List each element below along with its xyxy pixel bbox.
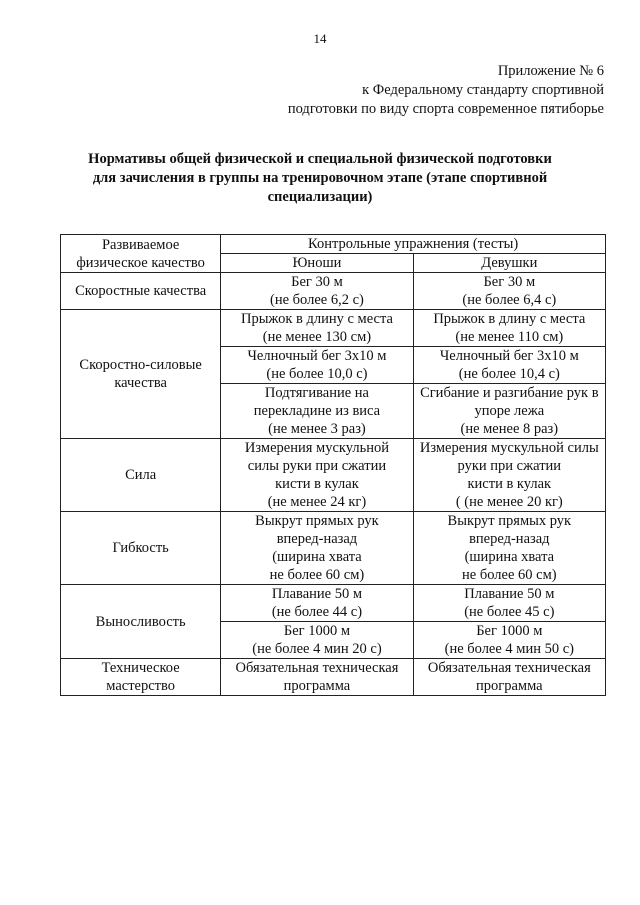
- girls-norm-line: ( (не менее 20 кг): [455, 494, 563, 510]
- boys-norm-line: Бег 30 м: [291, 274, 343, 290]
- quality-cell: [61, 659, 221, 696]
- girls-norm-cell: [413, 659, 605, 696]
- quality-line: мастерство: [106, 678, 176, 694]
- quality-line: Техническое: [101, 660, 180, 676]
- girls-norm-line: вперед-назад: [469, 531, 550, 547]
- boys-norm-line: Обязательная техническая: [235, 660, 399, 676]
- standards-table-body: [61, 235, 606, 696]
- title-line: для зачисления в группы на тренировочном этапе (этапе спортивной: [92, 170, 548, 186]
- boys-norm-cell: [221, 622, 413, 659]
- girls-norm-cell: [413, 384, 605, 439]
- table-row: [61, 273, 606, 310]
- quality-line: Скоростные качества: [75, 283, 207, 299]
- girls-norm-line: не более 60 см): [462, 567, 557, 583]
- boys-norm-cell: [221, 273, 413, 310]
- quality-cell: [61, 512, 221, 585]
- girls-norm-line: кисти в кулак: [467, 476, 552, 492]
- girls-norm-line: (не менее 8 раз): [460, 421, 559, 437]
- boys-norm-line: Плавание 50 м: [271, 586, 363, 602]
- girls-norm-line: (не более 10,4 с): [458, 366, 560, 382]
- quality-cell: [61, 310, 221, 439]
- boys-norm-line: Бег 1000 м: [283, 623, 351, 639]
- document-title: [40, 150, 600, 207]
- appendix-line: к Федеральному стандарту спортивной: [362, 82, 604, 98]
- boys-norm-line: (ширина хвата: [272, 549, 362, 565]
- boys-norm-line: вперед-назад: [276, 531, 358, 547]
- boys-norm-line: перекладине из виса: [253, 403, 381, 419]
- header-boys-cell: Юноши: [221, 254, 413, 273]
- page-number: 14: [313, 31, 327, 46]
- boys-norm-line: (не менее 130 см): [262, 329, 372, 345]
- girls-norm-line: Бег 1000 м: [476, 623, 543, 639]
- quality-line: Сила: [125, 467, 157, 483]
- quality-line: качества: [114, 375, 167, 391]
- girls-norm-line: (ширина хвата: [464, 549, 555, 565]
- girls-norm-cell: [413, 439, 605, 512]
- girls-norm-cell: [413, 310, 605, 347]
- table-row: [61, 310, 606, 347]
- table-row: [61, 512, 606, 585]
- boys-norm-line: (не менее 3 раз): [268, 421, 366, 437]
- quality-cell: [61, 439, 221, 512]
- girls-norm-cell: [413, 512, 605, 585]
- girls-norm-line: Обязательная техническая: [427, 660, 591, 676]
- boys-norm-cell: [221, 585, 413, 622]
- boys-norm-line: (не более 10,0 с): [266, 366, 368, 382]
- boys-norm-line: программа: [283, 678, 351, 694]
- girls-norm-line: руки при сжатии: [457, 458, 562, 474]
- boys-norm-line: Измерения мускульной: [244, 440, 389, 456]
- boys-norm-line: Подтягивание на: [264, 385, 369, 401]
- girls-norm-line: Измерения мускульной силы: [419, 440, 599, 456]
- boys-norm-line: силы руки при сжатии: [247, 458, 387, 474]
- table-header-row: [61, 235, 606, 254]
- girls-norm-line: (не более 4 мин 50 с): [444, 641, 575, 657]
- girls-norm-line: Бег 30 м: [483, 274, 536, 290]
- header-quality-cell: [61, 235, 221, 273]
- girls-norm-line: Плавание 50 м: [464, 586, 555, 602]
- boys-norm-cell: [221, 347, 413, 384]
- girls-norm-line: (не более 45 с): [464, 604, 555, 620]
- boys-norm-line: Прыжок в длину с места: [240, 311, 393, 327]
- header-quality-line: физическое качество: [76, 254, 205, 271]
- girls-norm-line: (не более 6,4 с): [462, 292, 557, 308]
- appendix-line: Приложение № 6: [497, 63, 604, 79]
- boys-norm-cell: [221, 439, 413, 512]
- girls-norm-cell: [413, 585, 605, 622]
- boys-norm-line: Выкрут прямых рук: [255, 513, 379, 529]
- quality-line: Гибкость: [112, 540, 169, 556]
- table-row: [61, 659, 606, 696]
- boys-norm-cell: [221, 512, 413, 585]
- boys-norm-line: не более 60 см): [269, 567, 365, 583]
- table-row: [61, 585, 606, 622]
- quality-cell: [61, 585, 221, 659]
- girls-norm-line: Прыжок в длину с места: [433, 311, 586, 327]
- header-tests-cell: Контрольные упражнения (тесты): [221, 235, 606, 254]
- appendix-line: подготовки по виду спорта современное пятиборье: [287, 101, 604, 117]
- boys-norm-line: кисти в кулак: [275, 476, 359, 492]
- boys-norm-cell: [221, 659, 413, 696]
- boys-norm-cell: [221, 384, 413, 439]
- boys-norm-line: (не более 6,2 с): [270, 292, 364, 308]
- girls-norm-line: (не менее 110 см): [455, 329, 564, 345]
- boys-norm-line: (не более 44 с): [271, 604, 363, 620]
- header-girls-cell: Девушки: [413, 254, 605, 273]
- girls-norm-line: Сгибание и разгибание рук в: [420, 385, 599, 401]
- girls-norm-cell: [413, 273, 605, 310]
- girls-norm-cell: [413, 347, 605, 384]
- table-row: [61, 439, 606, 512]
- quality-cell: [61, 273, 221, 310]
- title-line: специализации): [267, 189, 373, 205]
- girls-norm-line: программа: [476, 678, 543, 694]
- boys-norm-cell: [221, 310, 413, 347]
- title-line: Нормативы общей физической и специальной физической подготовки: [88, 151, 552, 167]
- quality-line: Выносливость: [95, 613, 186, 630]
- boys-norm-line: Челночный бег 3х10 м: [247, 348, 387, 364]
- girls-norm-line: упоре лежа: [474, 403, 545, 419]
- girls-norm-line: Челночный бег 3х10 м: [439, 348, 579, 364]
- header-quality-line: Развиваемое: [101, 236, 180, 253]
- boys-norm-line: (не менее 24 кг): [267, 494, 367, 510]
- standards-table: [60, 234, 606, 696]
- girls-norm-cell: [413, 622, 605, 659]
- quality-line: Скоростно-силовые: [79, 357, 202, 373]
- appendix-reference: [288, 62, 604, 119]
- boys-norm-line: (не более 4 мин 20 с): [252, 641, 382, 657]
- girls-norm-line: Выкрут прямых рук: [447, 513, 572, 529]
